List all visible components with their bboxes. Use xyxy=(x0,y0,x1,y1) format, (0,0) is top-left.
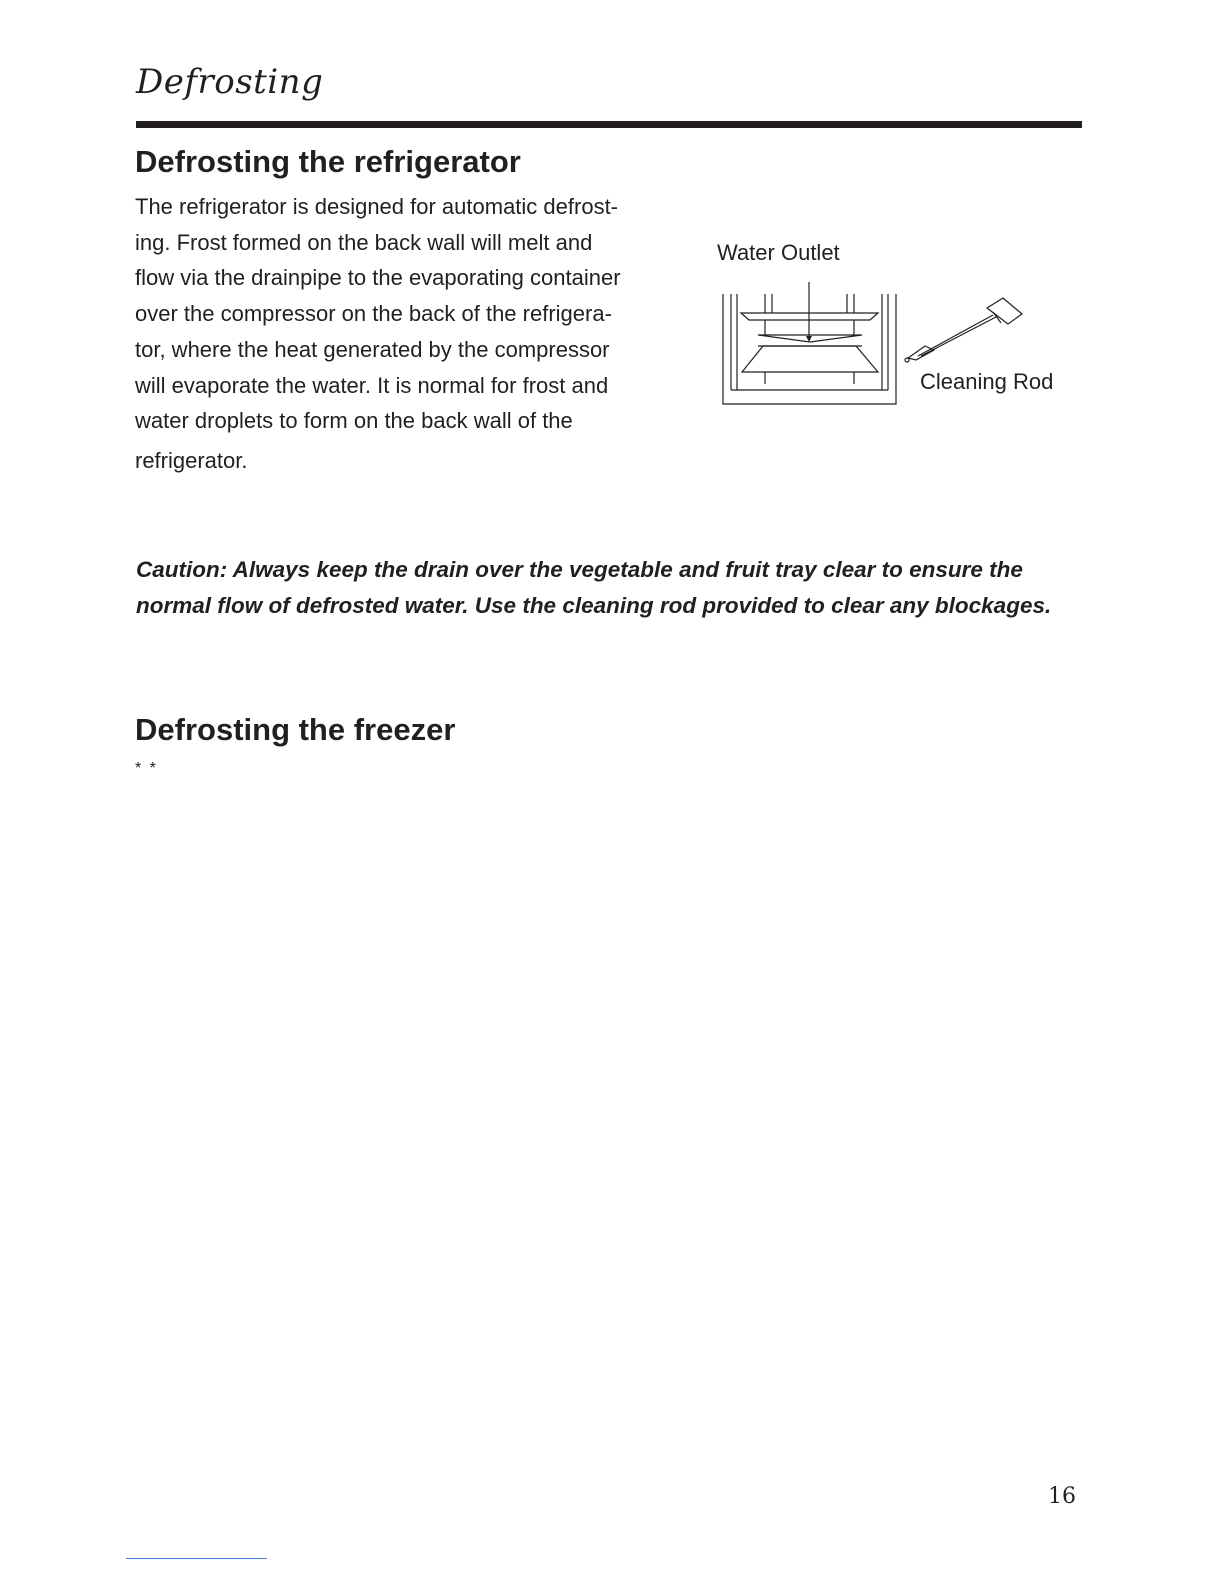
section-title: Defrosting xyxy=(136,62,324,102)
refrigerator-body-line: will evaporate the water. It is normal for frost and xyxy=(135,372,609,398)
freezer-body: * * xyxy=(135,760,158,777)
cleaning-rod-label: Cleaning Rod xyxy=(920,369,1054,394)
refrigerator-body xyxy=(135,189,675,479)
footer-line xyxy=(126,1558,267,1559)
refrigerator-body-line: water droplets to form on the back wall of the xyxy=(135,408,573,434)
title-rule xyxy=(136,121,1082,128)
water-outlet-label: Water Outlet xyxy=(717,240,840,265)
cleaning-rod-illustration xyxy=(905,298,1022,362)
refrigerator-body-line: The refrigerator is designed for automatic defrost- xyxy=(135,194,619,219)
refrigerator-body-line: flow via the drainpipe to the evaporating container xyxy=(135,265,621,291)
refrigerator-body-line: ing. Frost formed on the back wall will melt and xyxy=(135,229,593,255)
refrigerator-body-line: over the compressor on the back of the refrigera- xyxy=(135,301,612,327)
refrigerator-body-line: tor, where the heat generated by the compressor xyxy=(135,336,610,362)
page-number: 16 xyxy=(1048,1484,1076,1509)
caution-note: Caution: Always keep the drain over the vegetable and fruit tray clear to ensure the normal flow of defrosted water. Use the cleaning rod provided to clear any blockages. xyxy=(136,557,1052,618)
drain-diagram xyxy=(718,280,1038,410)
refrigerator-heading: Defrosting the refrigerator xyxy=(135,144,521,179)
refrigerator-body-line: refrigerator. xyxy=(135,447,248,473)
freezer-heading: Defrosting the freezer xyxy=(135,712,456,747)
refrigerator-drain-illustration xyxy=(723,282,896,404)
